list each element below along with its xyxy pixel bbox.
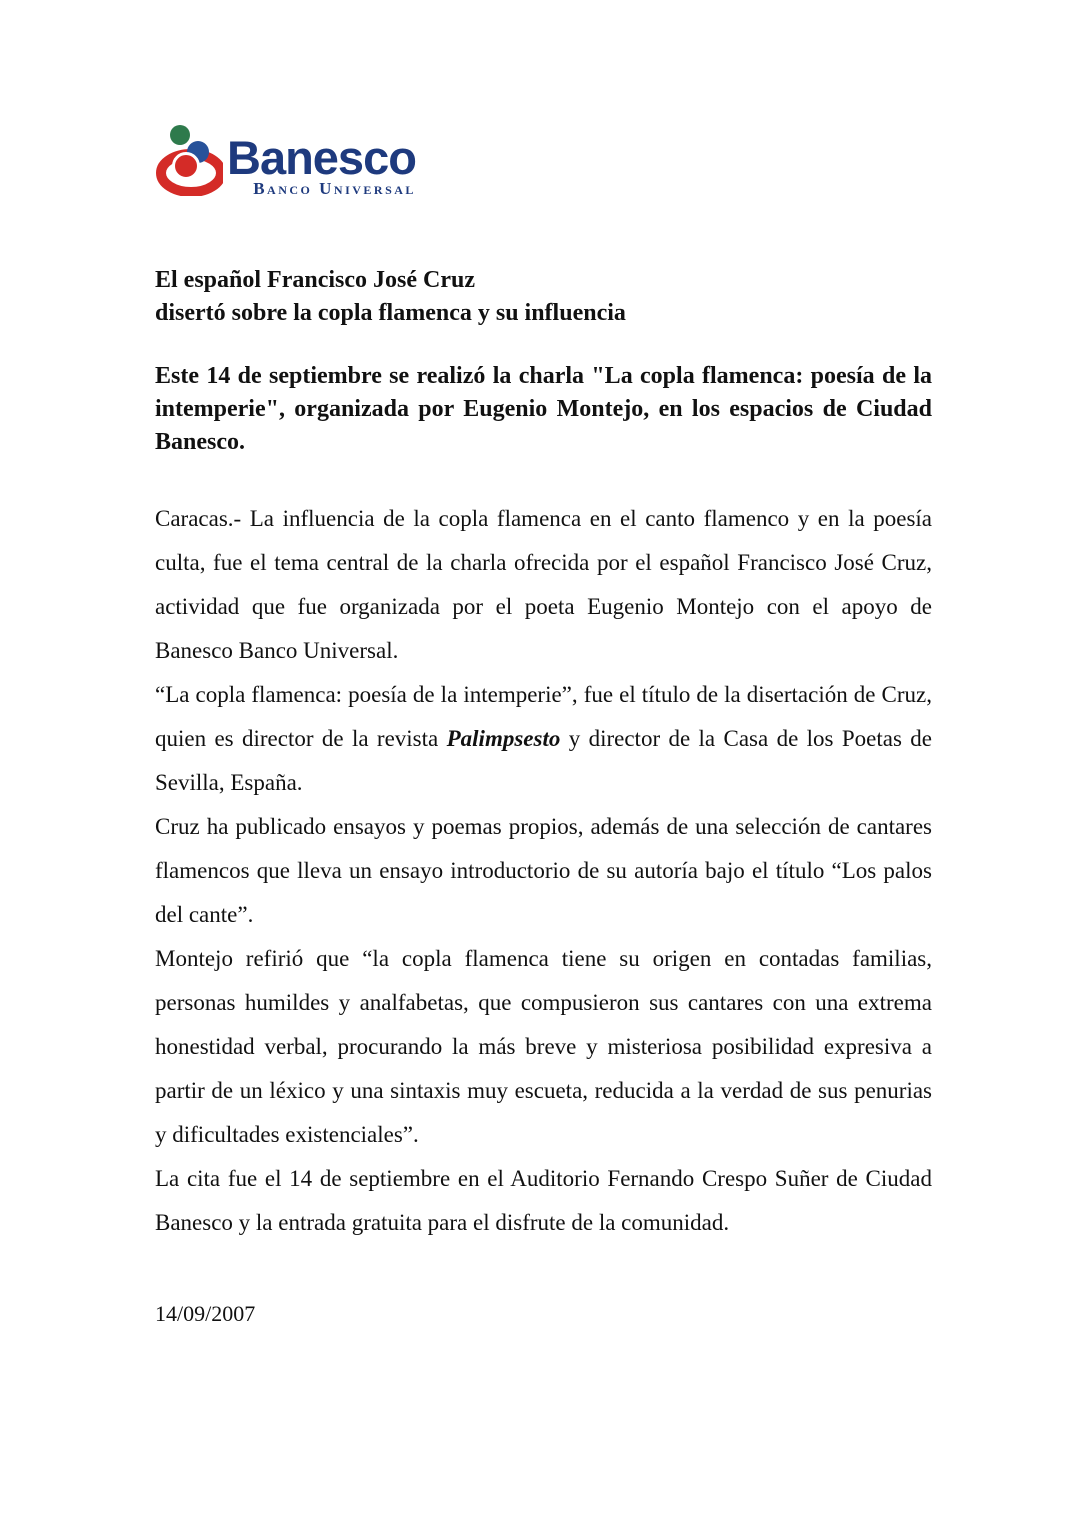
- paragraph: [155, 805, 932, 937]
- body-paragraphs: [155, 497, 932, 1245]
- paragraph: [155, 497, 932, 673]
- brand-tagline: Banco Universal: [253, 179, 416, 198]
- brand-name: Banesco: [227, 131, 416, 184]
- paragraph: [155, 937, 932, 1157]
- paragraph-text: Montejo refirió que “la copla flamenca tiene su origen en contadas familias, personas humildes y analfabetas, que compusieron sus cantares con una extrema honestidad verbal, procurando la más breve y misteriosa posibilidad expresiva a partir de un léxico y una sintaxis muy escueta, reducida a la verdad de sus penurias y dificultades existenciales”.: [155, 946, 932, 1147]
- logo-text: [227, 131, 416, 199]
- banesco-logo: [155, 120, 932, 198]
- subtitle: Este 14 de septiembre se realizó la charla "La copla flamenca: poesía de la intemperie", organizada por Eugenio Montejo, en los espacios de Ciudad Banesco.: [155, 363, 932, 455]
- paragraph-text: “La copla flamenca: poesía de la intemperie”, fue el título de la disertación de Cruz, quien es director de la revista: [155, 682, 932, 751]
- paragraph: [155, 673, 932, 805]
- date-stamp: 14/09/2007: [155, 1301, 256, 1326]
- paragraph: [155, 1157, 932, 1245]
- banesco-balls-icon: [155, 120, 223, 196]
- paragraph-text: Caracas.- La influencia de la copla flamenca en el canto flamenco y en la poesía culta, fue el tema central de la charla ofrecida por el español Francisco José Cruz, actividad que fue organizada por el poeta Eugenio Montejo con el apoyo de Banesco Banco Universal.: [155, 506, 932, 663]
- paragraph-text: La cita fue el 14 de septiembre en el Auditorio Fernando Crespo Suñer de Ciudad Banesco y la entrada gratuita para el disfrute de la comunidad.: [155, 1166, 932, 1235]
- paragraph-text: Cruz ha publicado ensayos y poemas propios, además de una selección de cantares flamencos que lleva un ensayo introductorio de su autoría bajo el título “Los palos del cante”.: [155, 814, 932, 927]
- headline-line-2: disertó sobre la copla flamenca y su influencia: [155, 300, 626, 326]
- paragraph-text: y director de la Casa de los Poetas de Sevilla, España.: [155, 726, 933, 795]
- emphasized-text: Palimpsesto: [446, 726, 561, 751]
- headline-line-1: El español Francisco José Cruz: [155, 267, 475, 293]
- headline: [155, 264, 932, 330]
